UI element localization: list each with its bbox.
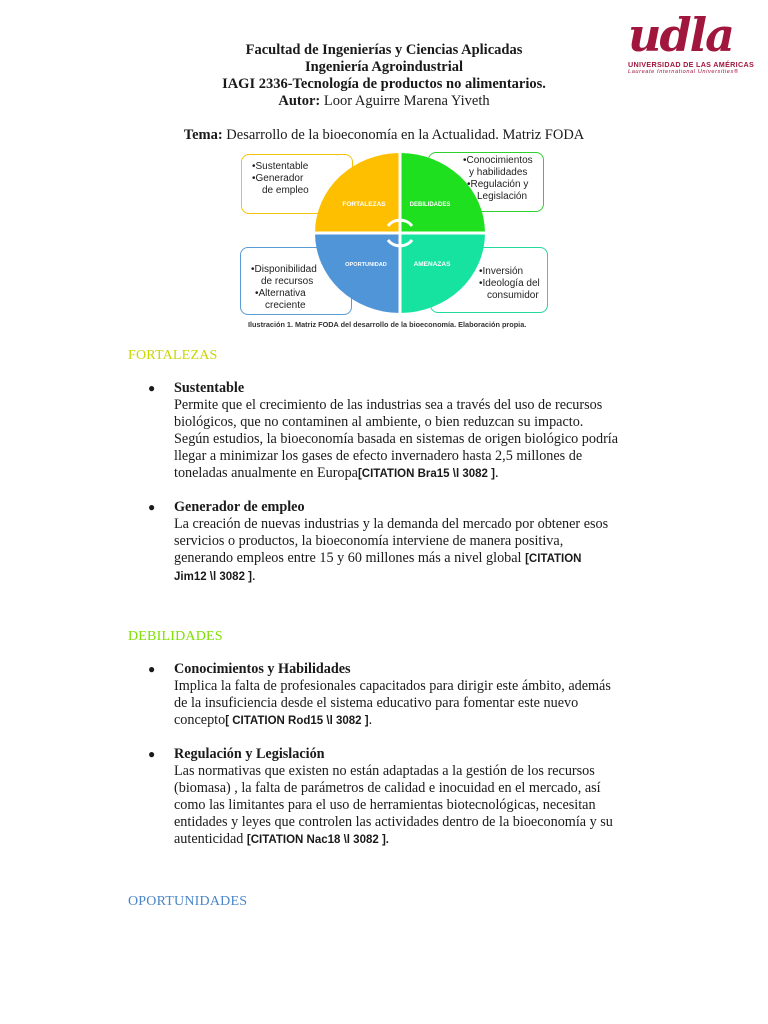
fortalezas-heading: FORTALEZAS <box>128 348 218 363</box>
amenazas-box-line: consumidor <box>487 290 539 301</box>
oportunidades-box-line: •Disponibilidad <box>251 264 317 275</box>
item-title: Conocimientos y Habilidades <box>174 661 351 677</box>
oportunidades-box-line: •Alternativa <box>255 288 306 299</box>
item-title: Generador de empleo <box>174 499 305 515</box>
topic-label: Tema: <box>183 127 223 143</box>
item-line-last <box>174 550 668 568</box>
author-line <box>0 93 768 110</box>
debilidades-box-line: •Regulación y <box>467 179 529 190</box>
oportunidades-box-line: de recursos <box>261 276 314 287</box>
item-tail: . <box>368 712 373 728</box>
item-line: como las limitantes para el uso de herramientas biotecnológicas, necesitan <box>174 797 596 813</box>
swot-circle <box>238 150 550 320</box>
citation: [CITATION <box>525 553 582 565</box>
item-line-cont <box>174 568 668 586</box>
amenazas-box-line: •Inversión <box>479 266 524 277</box>
oportunidades-heading: OPORTUNIDADES <box>128 894 248 909</box>
item-line: Permite que el crecimiento de las industrias sea a través del uso de recursos <box>174 397 603 413</box>
debilidades-box-line: y habilidades <box>469 167 528 178</box>
item-line: servicios o productos, la bioeconomía interviene de manera positiva, <box>174 533 564 549</box>
item-line-last <box>174 712 668 730</box>
bullet-icon: ● <box>148 662 156 676</box>
debilidades-heading: DEBILIDADES <box>128 629 223 644</box>
citation: [CITATION Bra15 \l 3082 ] <box>357 468 495 480</box>
logo-university-name: UNIVERSIDAD DE LAS AMÉRICAS <box>628 60 755 69</box>
figure-caption: Ilustración 1. Matriz FODA del desarrollo de la bioeconomía. Elaboración propia. <box>248 320 527 329</box>
item-line: entidades y leyes que controlen las actividades dentro de la bioeconomía y su <box>174 814 613 830</box>
oportunidad-label: OPORTUNIDAD <box>345 262 387 268</box>
item-line-last <box>174 831 668 849</box>
item-text: generando empleos entre 15 y 60 millones más a nivel global <box>174 550 526 566</box>
amenazas-box-line: •Ideología del <box>479 278 540 289</box>
item-line: Implica la falta de profesionales capacitados para dirigir este ámbito, además <box>174 678 611 694</box>
fortalezas-quadrant <box>315 153 400 233</box>
bullet-icon: ● <box>148 381 156 395</box>
debilidades-box-line: •Conocimientos <box>463 155 533 166</box>
citation-cont: Jim12 \l 3082 ] <box>174 571 252 583</box>
item-line: La creación de nuevas industrias y la demanda del mercado por obtener esos <box>174 516 609 532</box>
item-text: concepto <box>174 712 226 728</box>
item-tail: . <box>494 465 499 481</box>
item-title: Sustentable <box>174 380 245 396</box>
fortalezas-label: FORTALEZAS <box>342 201 386 208</box>
list-item <box>148 661 668 730</box>
author-label: Autor: <box>278 93 321 109</box>
item-tail: . <box>385 834 389 846</box>
item-tail: . <box>252 568 256 584</box>
fortalezas-box-line: •Sustentable <box>252 161 309 172</box>
topic-line <box>0 127 768 144</box>
course-title: IAGI 2336-Tecnología de productos no alimentarios. <box>222 76 546 92</box>
debilidades-label: DEBILIDADES <box>409 202 451 208</box>
debilidades-quadrant <box>400 153 485 233</box>
udla-logo <box>628 10 756 78</box>
list-item <box>148 746 668 849</box>
item-line: de la insuficiencia desde el sistema educativo para fomentar este nuevo <box>174 695 579 711</box>
item-line: llegar a minimizar los gases de efecto invernadero hasta 2,5 millones de <box>174 448 583 464</box>
topic-text: Desarrollo de la bioeconomía en la Actualidad. Matriz FODA <box>222 127 585 143</box>
faculty-title: Facultad de Ingenierías y Ciencias Aplicadas <box>245 42 523 58</box>
oportunidades-box-line: creciente <box>265 300 306 311</box>
list-item <box>148 499 668 586</box>
logo-mark: udla <box>628 8 733 62</box>
oportunidad-quadrant <box>315 233 400 313</box>
item-text: toneladas anualmente en Europa <box>174 465 358 481</box>
bullet-icon: ● <box>148 747 156 761</box>
swot-diagram <box>238 150 550 320</box>
item-text: autenticidad <box>174 831 247 847</box>
item-line: biológicos, que no contaminen al ambiente, o bien reduzcan su impacto. <box>174 414 584 430</box>
author-name: Loor Aguirre Marena Yiveth <box>320 93 490 109</box>
item-line: Las normativas que existen no están adaptadas a la gestión de los recursos <box>174 763 595 779</box>
fortalezas-box-line: de empleo <box>262 185 309 196</box>
citation: [ CITATION Rod15 \l 3082 ] <box>225 715 369 727</box>
item-line-last <box>174 465 668 483</box>
list-item <box>148 380 668 483</box>
amenazas-label: AMENAZAS <box>413 261 451 268</box>
amenazas-quadrant <box>400 233 485 313</box>
fortalezas-box-line: •Generador <box>252 173 304 184</box>
item-title: Regulación y Legislación <box>174 746 325 762</box>
item-line: (biomasa) , la falta de parámetros de calidad e inocuidad en el mercado, así <box>174 780 601 796</box>
citation: [CITATION Nac18 \l 3082 ] <box>246 834 386 846</box>
item-line: Según estudios, la bioeconomía basada en sistemas de origen biológico podría <box>174 431 619 447</box>
program-title: Ingeniería Agroindustrial <box>304 59 464 75</box>
debilidades-box-line: Legislación <box>477 191 528 202</box>
logo-laureate: Laureate International Universities® <box>628 69 739 75</box>
bullet-icon: ● <box>148 500 156 514</box>
